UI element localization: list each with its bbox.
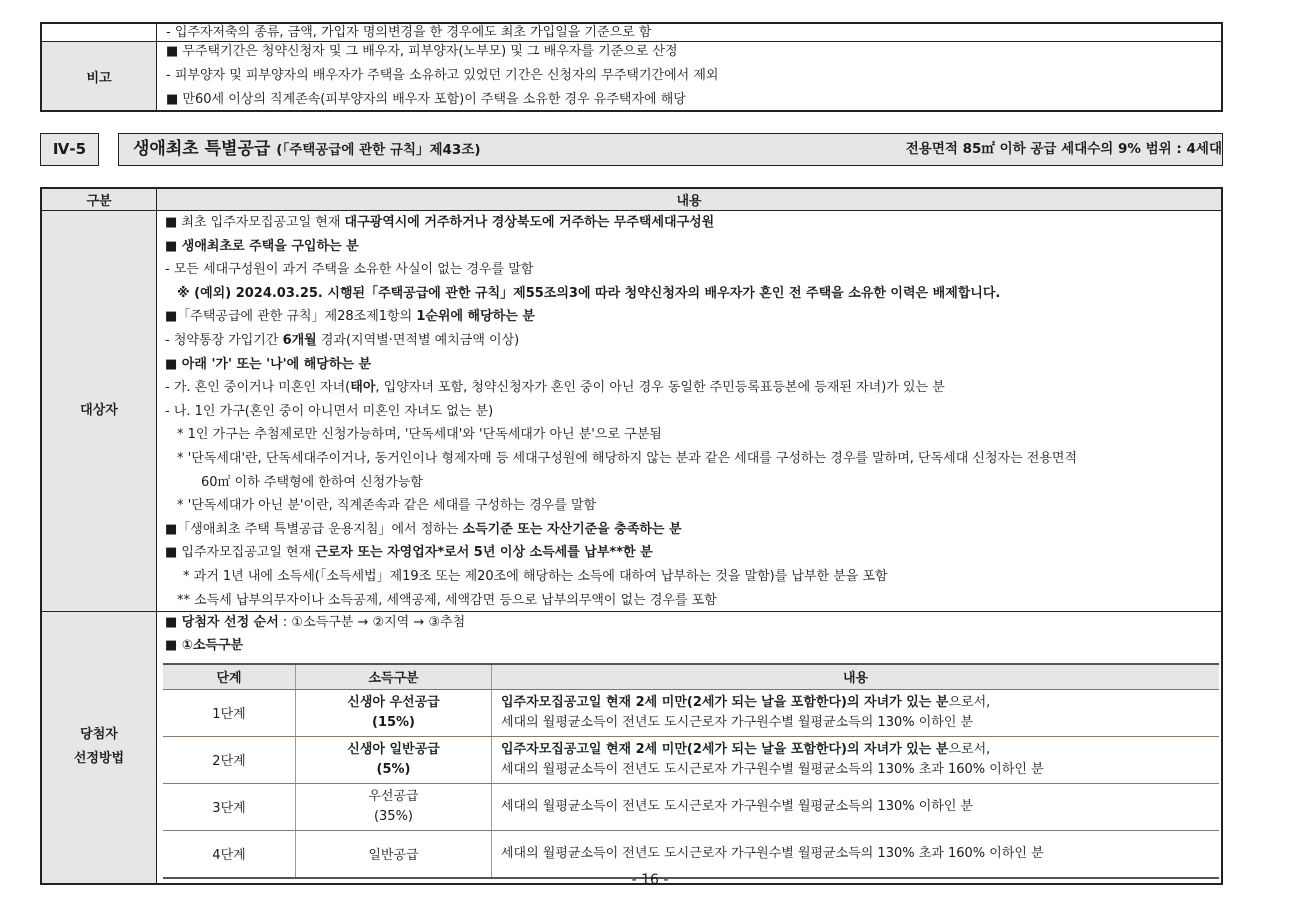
inner-header-content: 내용 (492, 664, 1220, 690)
income-heading: ■ ①소득구분 (165, 637, 244, 653)
income-category-cell: 신생아 일반공급 (5%) (296, 736, 492, 783)
target-line-14: ■「생애최초 주택 특별공급 운용지침」에서 정하는 소득기준 또는 자산기준을 충족하는 분 (165, 521, 682, 537)
page-number: - 16 - (631, 872, 669, 888)
inner-header-income: 소득구분 (296, 664, 492, 690)
remarks-line-3: ■ 만60세 이상의 직계존속(피부양자의 배우자 포함)이 주택을 소유한 경우 유주택자에 해당 (166, 92, 686, 107)
target-line-10: * 1인 가구는 추첨제로만 신청가능하며, '단독세대'와 '단독세대가 아닌 분'으로 구분됨 (177, 427, 662, 443)
stage-row (163, 783, 1219, 830)
target-line-12: 60㎡ 이하 주택형에 한하여 신청가능함 (201, 474, 423, 490)
stage-row (163, 830, 1219, 878)
selection-row (41, 611, 1222, 884)
stage-content-cell: 입주자모집공고일 현재 2세 미만(2세가 되는 날을 포함한다)의 자녀가 있는 분으로서, 세대의 월평균소득이 전년도 도시근로자 가구원수별 월평균소득의 130% 이하인 분 (492, 689, 1220, 736)
target-line-15: ■ 입주자모집공고일 현재 근로자 또는 자영업자*로서 5년 이상 소득세를 납부**한 분 (165, 545, 653, 561)
stage-cell: 2단계 (163, 736, 296, 783)
selection-order: ■ 당첨자 선정 순서 : ①소득구분 → ②지역 → ③추첨 (165, 614, 466, 630)
remarks-table (40, 22, 1223, 112)
target-line-8: - 가. 혼인 중이거나 미혼인 자녀(태아, 입양자녀 포함, 청약신청자가 혼인 중이 아닌 경우 동일한 주민등록표등본에 등재된 자녀)가 있는 분 (165, 380, 945, 396)
remarks-label: 비고 (41, 42, 157, 112)
section-supply-info: 전용면적 85㎡ 이하 공급 세대수의 9% 범위 : 4세대 (905, 141, 1222, 157)
target-line-7: ■ 아래 '가' 또는 '나'에 해당하는 분 (165, 356, 372, 372)
remarks-blank-cell (41, 23, 157, 42)
stage-cell: 1단계 (163, 689, 296, 736)
target-line-13: * '단독세대가 아닌 분'이란, 직계존속과 같은 세대를 구성하는 경우를 말함 (177, 498, 597, 514)
stage-content-cell: 세대의 월평균소득이 전년도 도시근로자 가구원수별 월평균소득의 130% 이하인 분 (492, 783, 1220, 830)
target-line-17: ** 소득세 납부의무자이나 소득공제, 세액공제, 세액감면 등으로 납부의무액이 없는 경우를 포함 (177, 592, 717, 608)
target-line-16: * 과거 1년 내에 소득세(「소득세법」제19조 또는 제20조에 해당하는 소득에 대하여 납부하는 것을 말함)를 납부한 분을 포함 (183, 568, 888, 584)
income-stage-table (163, 663, 1219, 879)
target-line-2: ■ 생애최초로 주택을 구입하는 분 (165, 238, 359, 254)
remarks-line-1: ■ 무주택기간은 청약신청자 및 그 배우자, 피부양자(노부모) 및 그 배우자를 기준으로 산정 (166, 44, 678, 59)
section-number: Ⅳ-5 (40, 133, 99, 166)
stage-cell: 3단계 (163, 783, 296, 830)
target-line-4: ※ (예외) 2024.03.25. 시행된「주택공급에 관한 규칙」제55조의3에 따라 청약신청자의 배우자가 혼인 전 주택을 소유한 이력은 배제합니다. (177, 285, 1001, 301)
target-line-1: ■ 최초 입주자모집공고일 현재 대구광역시에 거주하거나 경상북도에 거주하는 무주택세대구성원 (165, 215, 715, 230)
remarks-line-0: - 입주자저축의 종류, 금액, 가입자 명의변경을 한 경우에도 최초 가입일을 기준으로 함 (166, 25, 652, 40)
target-row (41, 211, 1222, 612)
stage-cell: 4단계 (163, 830, 296, 878)
inner-header-stage: 단계 (163, 664, 296, 690)
section-subtitle: (「주택공급에 관한 규칙」제43조) (276, 142, 481, 158)
first-time-buyer-table (40, 187, 1223, 885)
section-title-bar (118, 133, 1223, 166)
header-category: 구분 (41, 188, 157, 211)
target-label: 대상자 (41, 211, 157, 612)
selection-content (157, 611, 1223, 884)
income-category-cell: 신생아 우선공급 (15%) (296, 689, 492, 736)
target-line-9: - 나. 1인 가구(혼인 중이 아니면서 미혼인 자녀도 없는 분) (165, 403, 494, 419)
target-content (157, 211, 1223, 612)
selection-label-line-1: 당첨자 (80, 727, 118, 742)
income-category-cell: 일반공급 (296, 830, 492, 878)
target-line-5: ■「주택공급에 관한 규칙」제28조제1항의 1순위에 해당하는 분 (165, 309, 535, 325)
stage-content-cell: 세대의 월평균소득이 전년도 도시근로자 가구원수별 월평균소득의 130% 초과 160% 이하인 분 (501, 845, 1044, 861)
income-category-cell: 우선공급 (35%) (296, 783, 492, 830)
target-line-6: - 청약통장 가입기간 6개월 경과(지역별·면적별 예치금액 이상) (165, 332, 520, 348)
header-content: 내용 (157, 188, 1223, 211)
target-line-3: - 모든 세대구성원이 과거 주택을 소유한 사실이 없는 경우를 말함 (165, 262, 534, 278)
stage-row (163, 736, 1219, 783)
section-title: 생애최초 특별공급 (133, 139, 271, 159)
selection-label (41, 611, 157, 884)
selection-label-line-2: 선정방법 (73, 751, 125, 766)
stage-content-cell: 입주자모집공고일 현재 2세 미만(2세가 되는 날을 포함한다)의 자녀가 있는 분으로서, 세대의 월평균소득이 전년도 도시근로자 가구원수별 월평균소득의 130% 초과 160% 이하인 분 (492, 736, 1220, 783)
remarks-line-2: - 피부양자 및 피부양자의 배우자가 주택을 소유하고 있었던 기간은 신청자의 무주택기간에서 제외 (166, 68, 719, 83)
stage-row (163, 689, 1219, 736)
target-line-11: * '단독세대'란, 단독세대주이거나, 동거인이나 형제자매 등 세대구성원에 해당하지 않는 분과 같은 세대를 구성하는 경우를 말하며, 단독세대 신청자는 전용면적 (177, 450, 1078, 466)
